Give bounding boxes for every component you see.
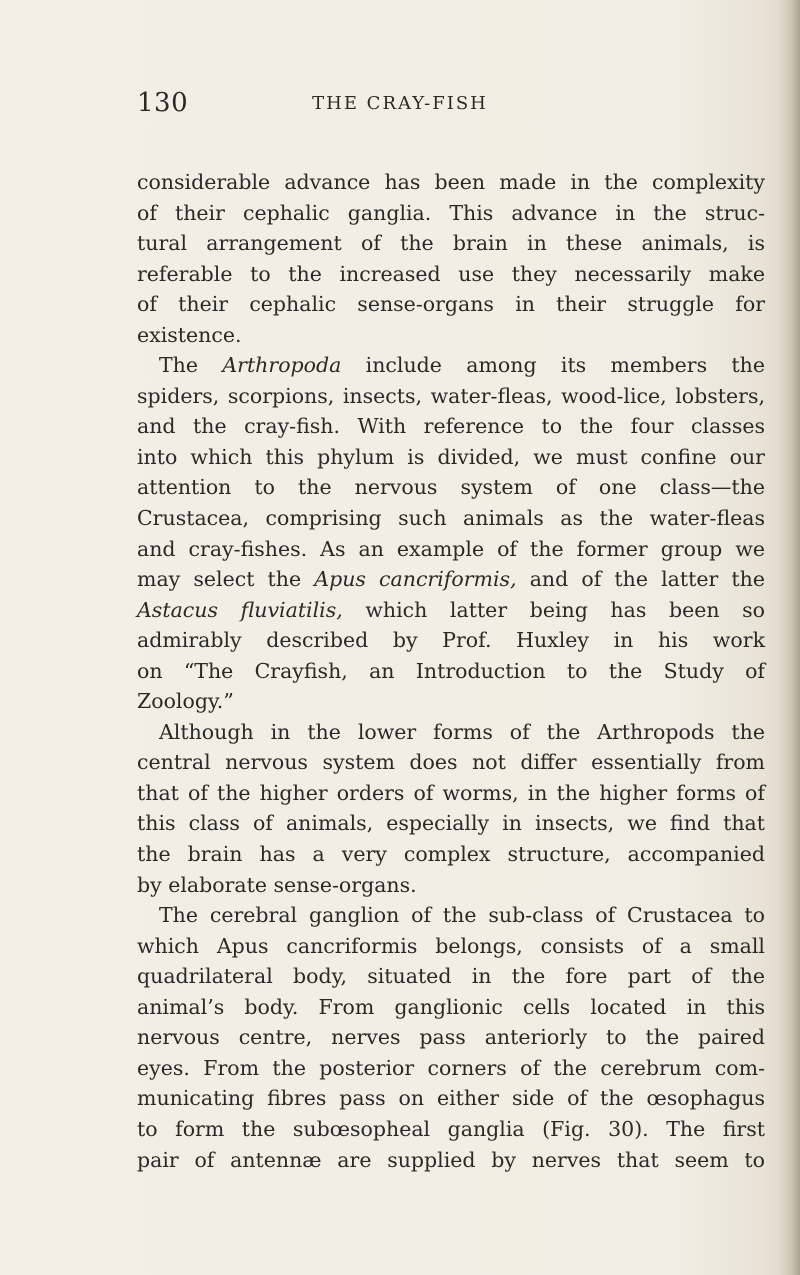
italic-span: Apus cancriformis, — [314, 567, 517, 592]
text-span: the brain has a very complex structure, accompanied — [137, 842, 765, 867]
text-line — [137, 534, 765, 565]
text-span: and the cray-fish. With reference to the four classes — [137, 414, 765, 439]
text-line — [137, 839, 765, 870]
text-span: The cerebral ganglion of the sub-class of Crustacea to — [159, 903, 765, 928]
body-text — [137, 167, 765, 1175]
text-span: central nervous system does not differ essentially from — [137, 750, 765, 775]
text-line — [137, 1083, 765, 1114]
text-line — [137, 381, 765, 412]
text-line — [137, 1114, 765, 1145]
text-span: pair of antennæ are supplied by nerves that seem to — [137, 1147, 765, 1172]
italic-span: Arthropoda — [222, 353, 342, 378]
text-line — [137, 931, 765, 962]
text-span: by elaborate sense-organs. — [137, 872, 417, 897]
text-span: may select the — [137, 567, 315, 592]
text-line — [137, 1022, 765, 1053]
text-span: existence. — [137, 322, 242, 347]
text-line — [137, 900, 765, 931]
text-span: tural arrangement of the brain in these animals, is — [137, 231, 765, 256]
text-line — [137, 472, 765, 503]
text-line — [137, 411, 765, 442]
text-line — [137, 442, 765, 473]
text-span: considerable advance has been made in the complexity — [137, 170, 765, 194]
text-span: The — [159, 353, 223, 378]
running-head: THE CRAY-FISH — [312, 93, 488, 114]
text-line — [137, 625, 765, 656]
text-line — [137, 1053, 765, 1084]
italic-span: Astacus fluviatilis, — [137, 597, 343, 622]
text-line — [137, 167, 765, 198]
text-line — [137, 564, 765, 595]
text-line — [137, 595, 765, 626]
text-span: which latter being has been so — [342, 597, 766, 622]
text-span: this class of animals, especially in insects, we find that — [137, 811, 765, 836]
text-line — [137, 778, 765, 809]
text-span: which Apus cancriformis belongs, consists of a small — [137, 933, 765, 958]
text-span: municating fibres pass on either side of the œsophagus — [137, 1086, 765, 1111]
text-line — [137, 717, 765, 748]
text-span: Crustacea, comprising such animals as the water-fleas — [137, 506, 765, 531]
text-span: into which this phylum is divided, we must confine our — [137, 444, 765, 469]
text-span: animal’s body. From ganglionic cells located in this — [137, 994, 765, 1019]
text-line — [137, 228, 765, 259]
text-span: and of the latter the — [516, 567, 766, 592]
text-line — [137, 320, 765, 351]
text-line — [137, 1145, 765, 1176]
text-line — [137, 350, 765, 381]
text-span: to form the subœsopheal ganglia (Fig. 30). The first — [137, 1116, 765, 1141]
text-line — [137, 503, 765, 534]
text-span: include among its members the — [341, 353, 766, 378]
page-edge-shadow — [778, 0, 800, 1275]
text-span: Zoology.” — [137, 689, 234, 714]
text-span: that of the higher orders of worms, in the higher forms of — [137, 780, 765, 805]
text-line — [137, 656, 765, 687]
text-line — [137, 747, 765, 778]
text-span: eyes. From the posterior corners of the cerebrum com- — [137, 1055, 765, 1080]
text-line — [137, 259, 765, 290]
text-span: and cray-fishes. As an example of the former group we — [137, 536, 765, 561]
page-number: 130 — [137, 88, 189, 118]
text-line — [137, 870, 765, 901]
text-line — [137, 198, 765, 229]
text-span: of their cephalic sense-organs in their struggle for — [137, 292, 765, 317]
text-span: on “The Crayfish, an Introduction to the Study of — [137, 658, 765, 683]
text-span: spiders, scorpions, insects, water-fleas, wood-lice, lobsters, — [137, 383, 765, 408]
text-line — [137, 289, 765, 320]
text-span: referable to the increased use they necessarily make — [137, 261, 765, 286]
text-span: of their cephalic ganglia. This advance in the struc- — [137, 200, 765, 225]
text-span: attention to the nervous system of one class—the — [137, 475, 765, 500]
text-span: Although in the lower forms of the Arthropods the — [159, 719, 765, 744]
text-span: admirably described by Prof. Huxley in his work — [137, 628, 765, 653]
text-line — [137, 808, 765, 839]
text-span: quadrilateral body, situated in the fore part of the — [137, 964, 765, 989]
text-line — [137, 686, 765, 717]
text-line — [137, 992, 765, 1023]
text-line — [137, 961, 765, 992]
page-header — [0, 88, 800, 128]
text-span: nervous centre, nerves pass anteriorly to the paired — [137, 1025, 765, 1050]
